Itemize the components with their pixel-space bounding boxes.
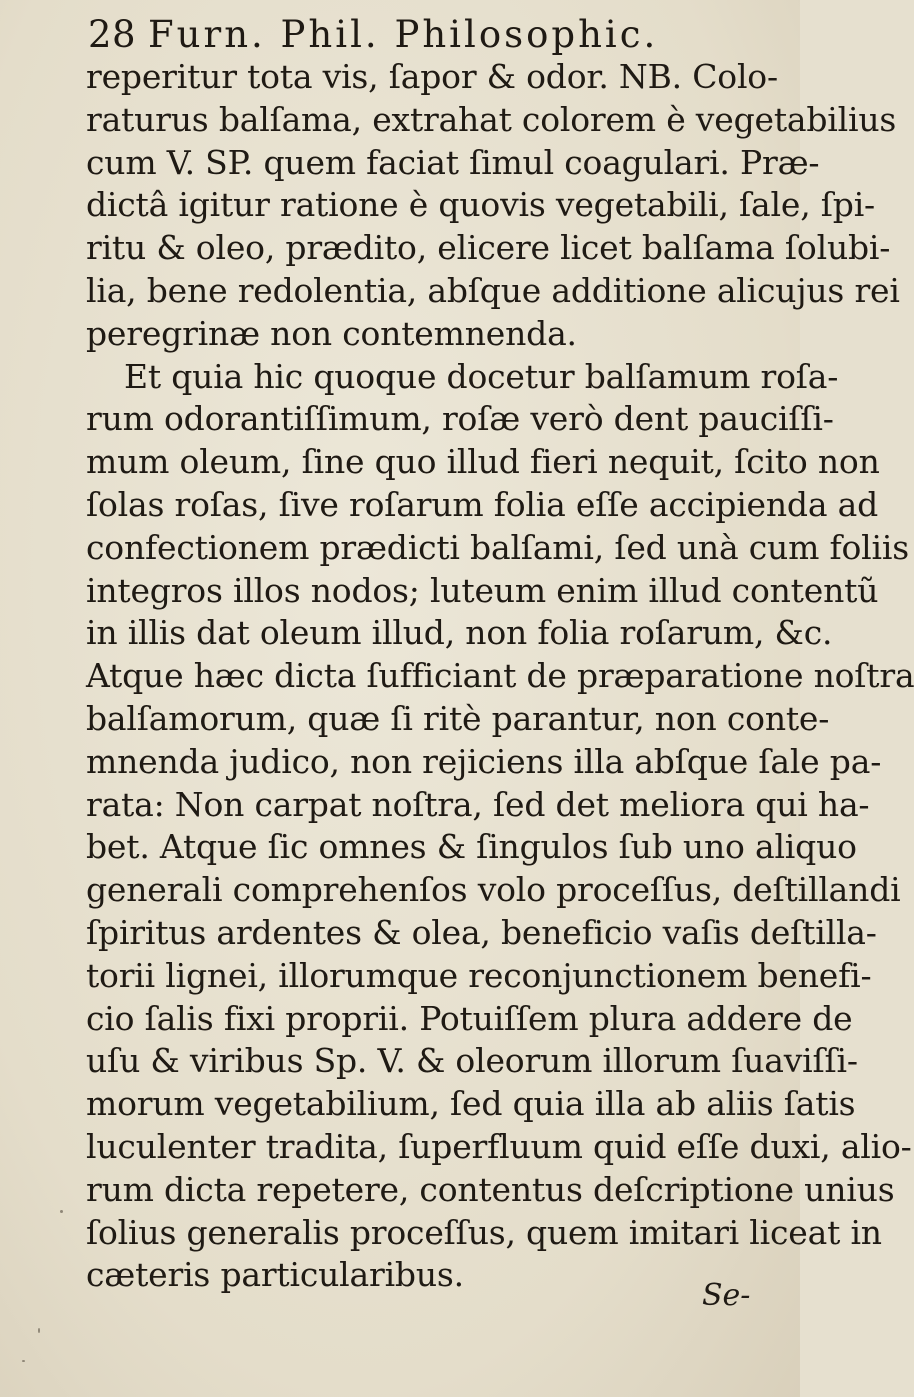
running-title: Furn. Phil. Philosophic. xyxy=(148,13,659,56)
text-line: morum vegetabilium, ſed quia illa ab aliis ſatis xyxy=(86,1084,856,1124)
text-line: rum dicta repetere, contentus deſcriptione unius xyxy=(86,1169,895,1209)
body-text xyxy=(86,56,914,1297)
paper-speck xyxy=(22,1360,25,1362)
page-number: 28 xyxy=(88,13,137,56)
text-line: dictâ igitur ratione è quovis vegetabili, ſale, ſpi- xyxy=(86,185,876,225)
text-line: cæteris particularibus. xyxy=(86,1255,464,1295)
text-line: generali comprehenſos volo proceſſus, deſtillandi xyxy=(86,870,901,910)
text-line: mnenda judico, non rejiciens illa abſque ſale pa- xyxy=(86,741,882,781)
text-line: peregrinæ non contemnenda. xyxy=(86,313,577,353)
text-line: rata: Non carpat noſtra, ſed det meliora qui ha- xyxy=(86,784,870,824)
text-line: lia, bene redolentia, abſque additione alicujus rei xyxy=(86,270,900,310)
text-line: torii lignei, illorumque reconjunctionem benefi- xyxy=(86,955,872,995)
text-line: reperitur tota vis, ſapor & odor. NB. Colo- xyxy=(86,57,778,96)
text-line: ſolas roſas, ſive roſarum folia eſſe accipienda ad xyxy=(86,484,879,524)
text-line: luculenter tradita, ſuperfluum quid eſſe duxi, alio- xyxy=(86,1126,912,1166)
running-header xyxy=(88,12,778,58)
paper-speck xyxy=(38,1328,40,1333)
text-line: rum odorantiſſimum, roſæ verò dent pauciſſi- xyxy=(86,399,834,439)
text-line: Atque hæc dicta ſufficiant de præparatione noſtra xyxy=(86,656,914,696)
text-line: bet. Atque ſic omnes & ſingulos ſub uno aliquo xyxy=(86,827,857,867)
text-line: cio ſalis fixi proprii. Potuiſſem plura addere de xyxy=(86,998,853,1038)
text-line: ritu & oleo, prædito, elicere licet balſama ſolubi- xyxy=(86,228,891,268)
text-line: raturus balſama, extrahat colorem è vegetabilius xyxy=(86,99,897,139)
text-line: in illis dat oleum illud, non folia roſarum, &c. xyxy=(86,613,833,653)
text-line: ſolius generalis proceſſus, quem imitari liceat in xyxy=(86,1212,882,1252)
text-line: cum V. SP. quem faciat ſimul coagulari. Præ- xyxy=(86,142,820,182)
text-line: integros illos nodos; luteum enim illud contentũ xyxy=(86,570,879,610)
text-line: ſpiritus ardentes & olea, beneficio vaſis deſtilla- xyxy=(86,912,877,952)
catchword: Se- xyxy=(702,1278,751,1313)
paragraph-start-line: Et quia hic quoque docetur balſamum roſa- xyxy=(124,356,839,396)
text-line: uſu & viribus Sp. V. & oleorum illorum ſuaviſſi- xyxy=(86,1041,858,1081)
text-line: balſamorum, quæ ſi ritè parantur, non conte- xyxy=(86,698,830,738)
paper-speck xyxy=(60,1210,63,1213)
text-line: confectionem prædicti balſami, ſed unà cum foliis xyxy=(86,527,909,567)
text-line: mum oleum, ſine quo illud fieri nequit, ſcito non xyxy=(86,442,880,482)
